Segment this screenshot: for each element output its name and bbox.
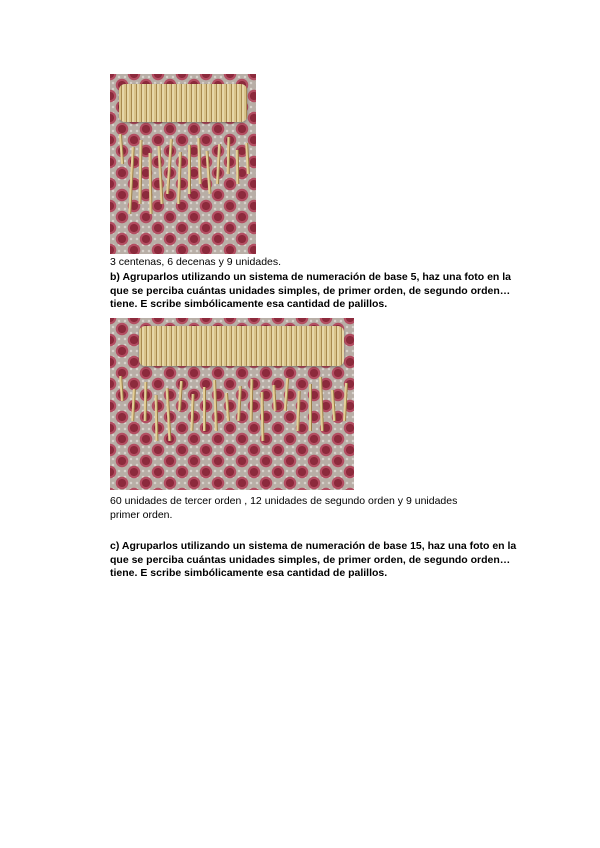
caption-photo-2-line-1: 60 unidades de tercer orden , 12 unidades de segundo orden y 9 unidades (110, 495, 458, 507)
toothpick (128, 147, 134, 214)
toothpick (143, 382, 146, 421)
toothpick (343, 383, 347, 421)
toothpick (261, 392, 264, 441)
toothpick (296, 391, 299, 431)
toothpick (177, 152, 181, 204)
toothpick-bundles (119, 84, 248, 122)
toothpick (157, 146, 162, 204)
toothpick (149, 153, 152, 214)
toothpick (226, 137, 229, 174)
toothpick (166, 388, 171, 441)
caption-photo-2 (110, 495, 510, 522)
toothpick (155, 395, 158, 441)
toothpick (131, 389, 135, 421)
toothpick (216, 144, 220, 184)
toothpick (273, 385, 276, 411)
photo-toothpicks-base-10 (110, 74, 256, 254)
toothpick (167, 139, 173, 194)
caption-photo-1: 3 centenas, 6 decenas y 9 unidades. (110, 256, 282, 268)
toothpick (309, 384, 311, 431)
caption-photo-2-line-2: primer orden. (110, 508, 173, 521)
toothpick (225, 393, 229, 421)
toothpick (206, 151, 211, 194)
toothpick (331, 390, 335, 421)
toothpick (119, 376, 123, 401)
question-c: c) Agruparlos utilizando un sistema de numeración de base 15, haz una foto en la que se perciba cuántas unidades simples, de primer orden, de segundo orden… tiene. E scribe simbólicamente esa cantidad de palillos. (110, 540, 517, 579)
toothpick (197, 138, 201, 184)
toothpick (203, 387, 205, 431)
toothpick (213, 380, 217, 431)
toothpick (236, 150, 239, 184)
toothpick (119, 134, 123, 164)
toothpick-bundles (139, 326, 344, 366)
toothpick (139, 140, 142, 204)
toothpick (178, 381, 182, 411)
toothpick (245, 143, 249, 174)
toothpick (190, 394, 193, 431)
photo-toothpicks-base-5 (110, 318, 354, 490)
question-b: b) Agruparlos utilizando un sistema de numeración de base 5, haz una foto en la que se perciba cuántas unidades simples, de primer orden, de segundo orden… tiene. E scribe simbólicamente esa cantidad de palillos. (110, 271, 512, 310)
toothpick (284, 378, 288, 411)
toothpick (237, 386, 241, 421)
toothpick (249, 379, 252, 421)
toothpick (188, 145, 190, 194)
toothpick (319, 377, 323, 431)
